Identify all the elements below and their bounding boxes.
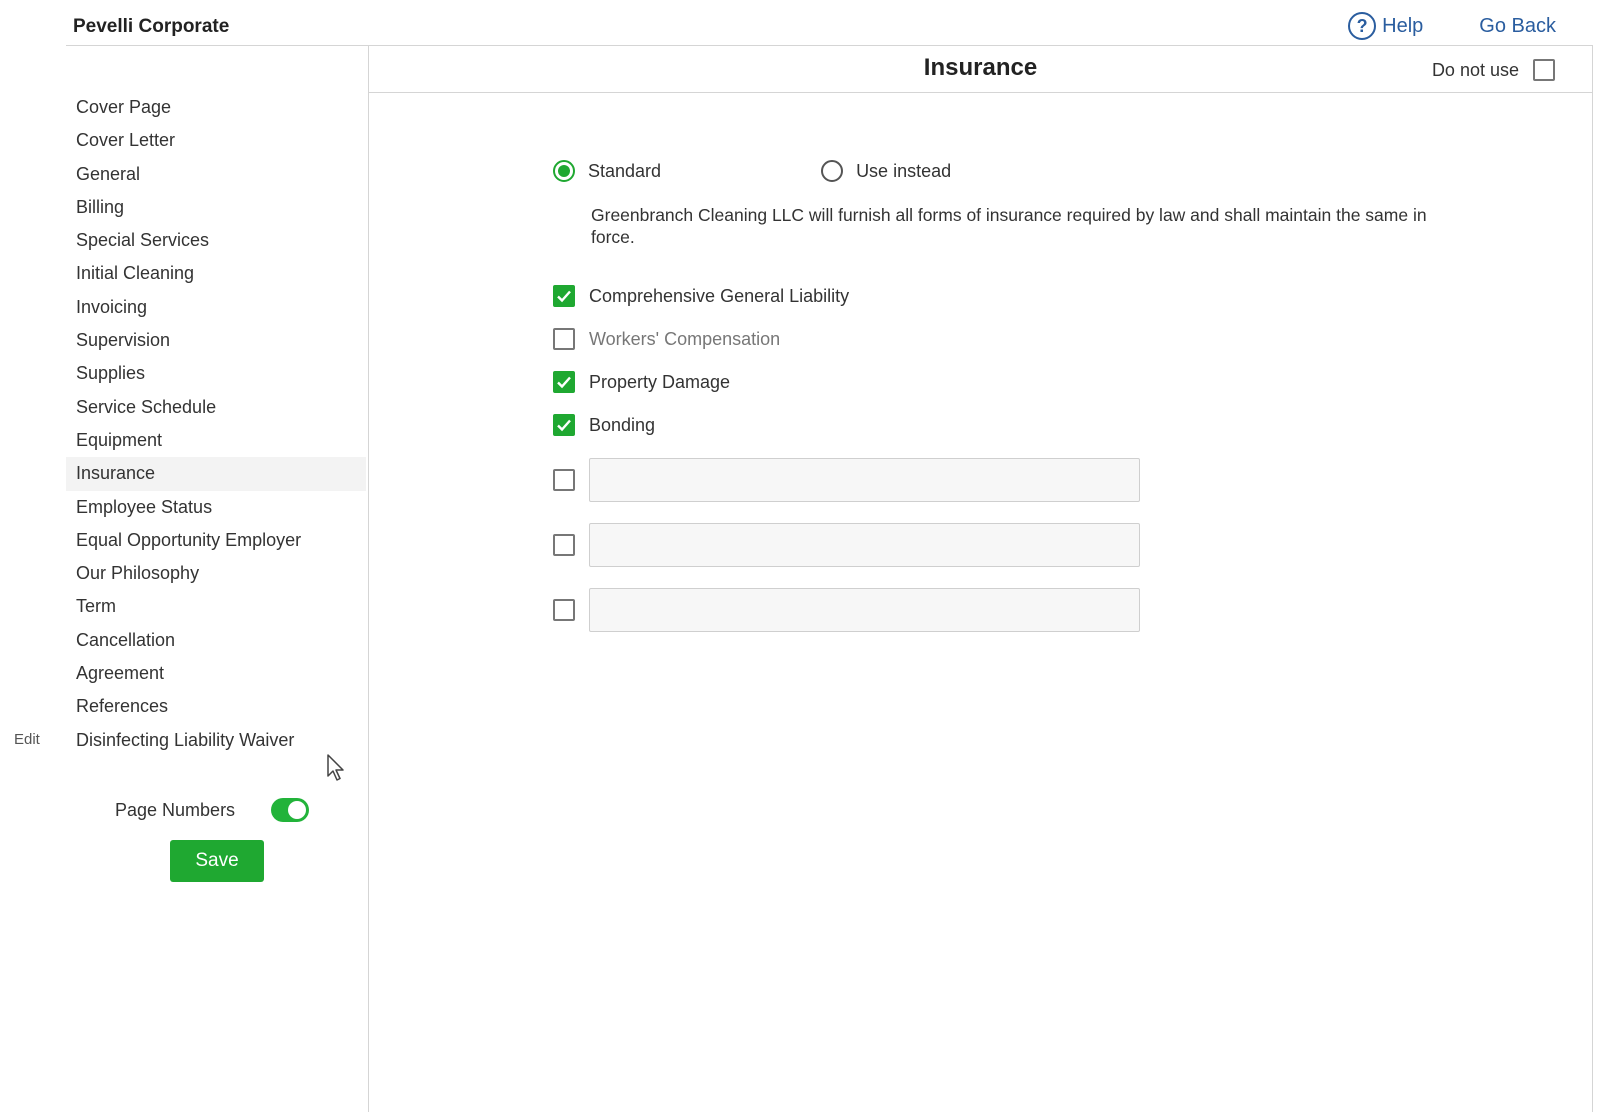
insurance-mode-radio-group bbox=[553, 160, 951, 182]
sidebar-item-agreement[interactable]: Agreement bbox=[76, 663, 165, 684]
sidebar-item-service-schedule[interactable]: Service Schedule bbox=[76, 396, 217, 417]
page-numbers-toggle[interactable] bbox=[271, 798, 309, 822]
use-instead-radio[interactable] bbox=[821, 160, 843, 182]
sidebar-item-cover-letter[interactable]: Cover Letter bbox=[76, 130, 176, 151]
go-back-link[interactable]: Go Back bbox=[1479, 14, 1556, 37]
standard-label: Standard bbox=[588, 160, 662, 181]
insurance-item-label: Bonding bbox=[589, 414, 656, 435]
sidebar-item-our-philosophy[interactable]: Our Philosophy bbox=[76, 563, 200, 584]
page-title: Insurance bbox=[923, 54, 1038, 81]
sidebar-item-insurance[interactable]: Insurance bbox=[66, 457, 366, 490]
custom-insurance-row bbox=[553, 588, 1140, 632]
radio-standard-option[interactable] bbox=[553, 160, 661, 182]
insurance-item-label: Workers' Compensation bbox=[589, 328, 781, 349]
insurance-item-row bbox=[553, 285, 849, 307]
sidebar-item-term[interactable]: Term bbox=[76, 596, 116, 617]
top-actions bbox=[1348, 12, 1556, 40]
sidebar-item-general[interactable]: General bbox=[76, 163, 141, 184]
sidebar-item-disinfecting-liability-waiver[interactable]: Disinfecting Liability Waiver bbox=[76, 729, 295, 750]
top-divider bbox=[66, 45, 1592, 46]
do-not-use-control bbox=[1432, 59, 1555, 81]
insurance-item-row bbox=[553, 414, 655, 436]
custom-insurance-input[interactable] bbox=[589, 458, 1140, 502]
checkmark-icon bbox=[556, 417, 572, 433]
custom-insurance-checkbox[interactable] bbox=[553, 534, 575, 556]
sidebar-nav bbox=[66, 91, 366, 757]
sidebar-item-invoicing[interactable]: Invoicing bbox=[76, 296, 148, 317]
sidebar-item-billing[interactable]: Billing bbox=[76, 196, 125, 217]
insurance-item-label: Comprehensive General Liability bbox=[589, 285, 850, 306]
sidebar-item-special-services[interactable]: Special Services bbox=[76, 230, 210, 251]
toggle-knob bbox=[288, 801, 306, 819]
do-not-use-checkbox[interactable] bbox=[1533, 59, 1555, 81]
insurance-item-row bbox=[553, 371, 730, 393]
sidebar-item-cancellation[interactable]: Cancellation bbox=[76, 629, 176, 650]
sidebar-item-cover-page[interactable]: Cover Page bbox=[76, 97, 172, 117]
use-instead-label: Use instead bbox=[856, 160, 952, 181]
sidebar-item-employee-status[interactable]: Employee Status bbox=[76, 496, 213, 517]
main-right-border bbox=[1592, 45, 1593, 1112]
do-not-use-label: Do not use bbox=[1431, 59, 1519, 80]
page-numbers-control bbox=[115, 798, 309, 822]
help-link[interactable] bbox=[1348, 12, 1423, 40]
app-title: Pevelli Corporate bbox=[73, 16, 230, 37]
property-damage-checkbox[interactable] bbox=[553, 371, 575, 393]
insurance-item-row bbox=[553, 328, 780, 350]
bonding-checkbox[interactable] bbox=[553, 414, 575, 436]
header-divider bbox=[369, 92, 1592, 93]
edit-link[interactable]: Edit bbox=[14, 731, 40, 748]
help-icon: ? bbox=[1348, 12, 1376, 40]
page-numbers-label: Page Numbers bbox=[115, 799, 236, 820]
general-liability-checkbox[interactable] bbox=[553, 285, 575, 307]
workers-compensation-checkbox[interactable] bbox=[553, 328, 575, 350]
mouse-cursor-icon bbox=[327, 754, 347, 787]
standard-radio[interactable] bbox=[553, 160, 575, 182]
sidebar-item-references[interactable]: References bbox=[76, 696, 169, 717]
sidebar-item-supplies[interactable]: Supplies bbox=[76, 363, 146, 384]
custom-insurance-checkbox[interactable] bbox=[553, 599, 575, 621]
custom-insurance-row bbox=[553, 458, 1140, 502]
radio-use-instead-option[interactable] bbox=[821, 160, 951, 182]
sidebar-item-equipment[interactable]: Equipment bbox=[76, 429, 163, 450]
checkmark-icon bbox=[556, 374, 572, 390]
custom-insurance-row bbox=[553, 523, 1140, 567]
save-button[interactable]: Save bbox=[170, 840, 264, 882]
checkmark-icon bbox=[556, 288, 572, 304]
custom-insurance-input[interactable] bbox=[589, 588, 1140, 632]
standard-insurance-text: Greenbranch Cleaning LLC will furnish all forms of insurance required by law and shall maintain the same in force. bbox=[591, 205, 1427, 247]
custom-insurance-checkbox[interactable] bbox=[553, 469, 575, 491]
sidebar-item-equal-opportunity-employer[interactable]: Equal Opportunity Employer bbox=[76, 529, 302, 550]
sidebar-divider bbox=[368, 45, 369, 1112]
help-label: Help bbox=[1382, 14, 1424, 37]
insurance-item-label: Property Damage bbox=[589, 371, 731, 392]
sidebar-item-initial-cleaning[interactable]: Initial Cleaning bbox=[76, 263, 195, 284]
custom-insurance-input[interactable] bbox=[589, 523, 1140, 567]
sidebar-item-supervision[interactable]: Supervision bbox=[76, 330, 171, 351]
